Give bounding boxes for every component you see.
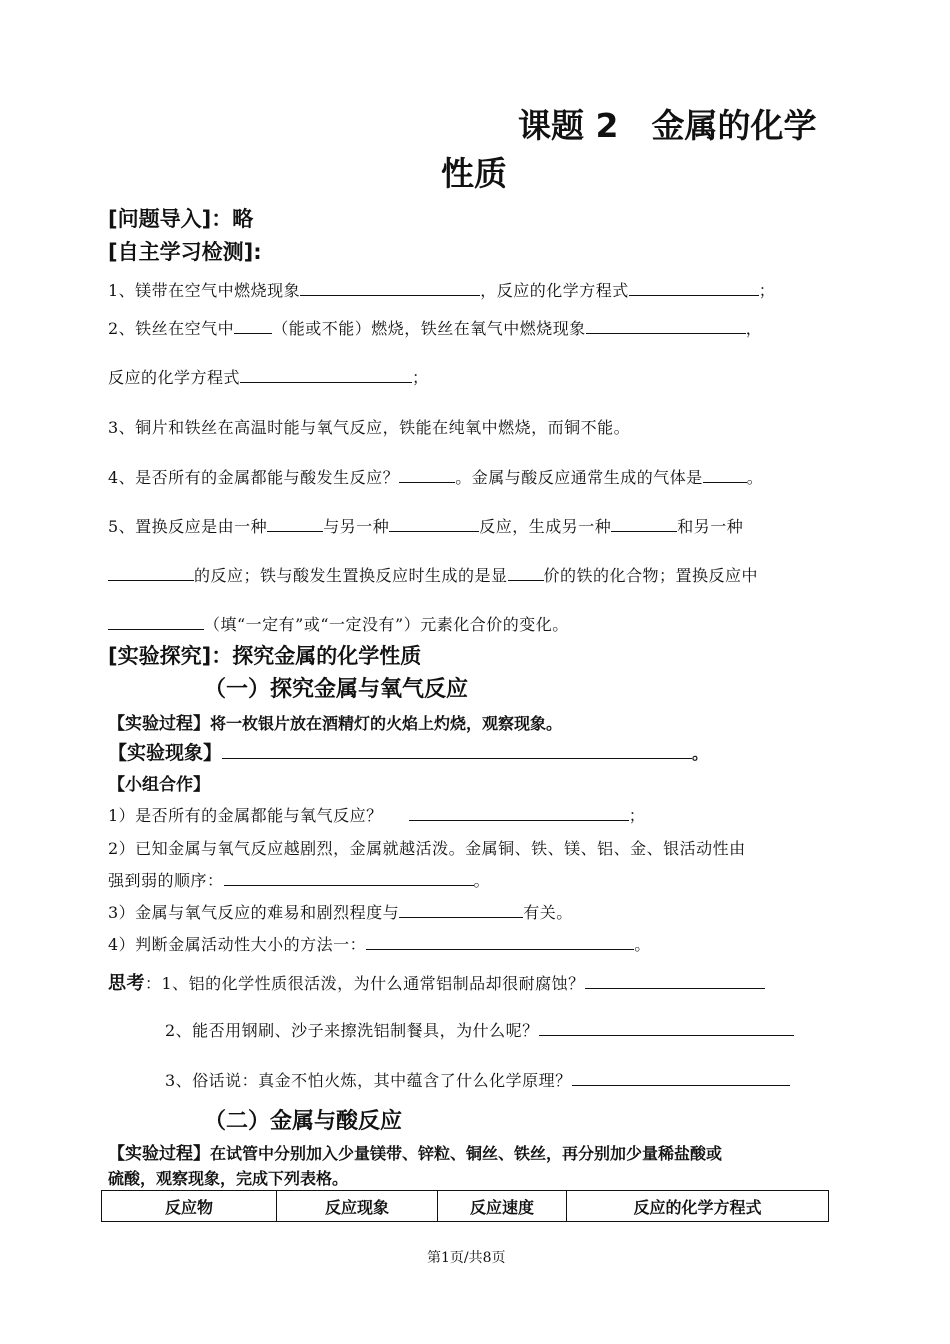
blank[interactable] (611, 515, 677, 532)
q2-text-c: ， (745, 319, 763, 338)
blank[interactable] (409, 804, 629, 821)
self-check-heading: [自主学习检测]: (108, 240, 262, 264)
procedure-2-cont: 硫酸，观察现象，完成下列表格。 (108, 1169, 349, 1188)
blank[interactable] (629, 279, 759, 296)
phenomenon-end: 。 (692, 744, 709, 763)
blank[interactable] (240, 366, 412, 383)
phenomenon-label: 【实验现象】 (108, 742, 223, 764)
q5-text-b: 与另一种 (323, 517, 390, 536)
q1-text-a: 1、镁带在空气中燃烧现象 (108, 281, 301, 300)
phenomenon-1 (108, 738, 708, 765)
page-title-line1: 课题 2 金属的化学 (518, 106, 817, 145)
section-2-heading: （二）金属与酸反应 (204, 1109, 403, 1134)
question-5 (108, 514, 743, 537)
think-label: 思考 (108, 973, 145, 994)
g1-end: ； (628, 806, 646, 825)
table-header-row (102, 1191, 829, 1222)
q5-text-g: （填“一定有”或“一定没有”）元素化合价的变化。 (204, 615, 569, 634)
blank[interactable] (586, 317, 746, 334)
q1-text-c: ； (758, 281, 776, 300)
blank[interactable] (108, 613, 204, 630)
table-header: 反应现象 (277, 1191, 438, 1222)
reaction-table (101, 1190, 829, 1222)
q5-text-f: 价的铁的化合物；置换反应中 (543, 566, 759, 585)
g3-text-b: 有关。 (523, 903, 573, 922)
think-1 (108, 969, 765, 995)
think-3 (165, 1068, 790, 1091)
q2-text-a: 2、铁丝在空气中 (108, 319, 235, 338)
blank[interactable] (572, 1069, 790, 1086)
blank[interactable] (222, 740, 692, 759)
blank[interactable] (585, 972, 765, 989)
group-q1 (108, 803, 645, 826)
think2-text: 2、能否用钢刷、沙子来擦洗铝制餐具，为什么呢？ (165, 1021, 539, 1040)
question-2 (108, 316, 762, 339)
table-header: 反应速度 (438, 1191, 567, 1222)
procedure-text: 在试管中分别加入少量镁带、锌粒、铜丝、铁丝，再分别加少量稀盐酸或 (210, 1144, 723, 1163)
question-1 (108, 278, 775, 301)
q2-text-b: （能或不能）燃烧，铁丝在氧气中燃烧现象 (272, 319, 586, 338)
procedure-text: 将一枚银片放在酒精灯的火焰上灼烧，观察现象。 (210, 714, 563, 733)
question-5-cont2 (108, 612, 569, 635)
table-header: 反应物 (102, 1191, 277, 1222)
blank[interactable] (399, 901, 523, 918)
q4-text-c: 。 (746, 468, 764, 487)
group-q3 (108, 900, 573, 923)
question-4 (108, 465, 763, 488)
q5-text-a: 5、置换反应是由一种 (108, 517, 268, 536)
group-heading: 【小组合作】 (108, 775, 210, 795)
procedure-label: 【实验过程】 (108, 714, 210, 734)
q2-text-d: 反应的化学方程式 (108, 368, 241, 387)
blank[interactable] (108, 564, 194, 581)
group-q4 (108, 932, 651, 955)
question-3: 3、铜片和铁丝在高温时能与氧气反应，铁能在纯氧中燃烧，而铜不能。 (108, 418, 631, 437)
g2-end: 。 (473, 871, 491, 890)
procedure-2 (108, 1139, 722, 1164)
g1-text: 1）是否所有的金属都能与氧气反应？ (108, 806, 383, 825)
blank[interactable] (508, 564, 544, 581)
blank[interactable] (224, 869, 474, 886)
procedure-1 (108, 709, 562, 734)
group-q2: 2）已知金属与氧气反应越剧烈，金属就越活泼。金属铜、铁、镁、铝、金、银活动性由 (108, 839, 746, 858)
intro-heading: [问题导入]：略 (108, 207, 254, 231)
blank[interactable] (399, 466, 455, 483)
section-1-heading: （一）探究金属与氧气反应 (204, 677, 469, 702)
page-footer: 第1页/共8页 (427, 1250, 506, 1266)
group-q2-cont (108, 868, 490, 891)
q4-text-b: 。金属与酸反应通常生成的气体是 (455, 468, 703, 487)
blank[interactable] (300, 279, 480, 296)
q5-text-e: 的反应；铁与酸发生置换反应时生成的是显 (194, 566, 508, 585)
think1-text: ：1、铝的化学性质很活泼，为什么通常铝制品却很耐腐蚀？ (145, 974, 585, 993)
question-5-cont (108, 563, 758, 586)
g3-text-a: 3）金属与氧气反应的难易和剧烈程度与 (108, 903, 400, 922)
q5-text-d: 和另一种 (677, 517, 744, 536)
blank[interactable] (234, 317, 272, 334)
procedure-label: 【实验过程】 (108, 1144, 210, 1164)
think3-text: 3、俗话说：真金不怕火炼，其中蕴含了什么化学原理？ (165, 1071, 572, 1090)
blank[interactable] (539, 1019, 794, 1036)
q2-text-e: ； (412, 368, 429, 387)
q5-text-c: 反应，生成另一种 (479, 517, 612, 536)
q1-text-b: ，反应的化学方程式 (480, 281, 629, 300)
page-title-line2: 性质 (441, 154, 507, 193)
blank[interactable] (703, 466, 747, 483)
blank[interactable] (267, 515, 323, 532)
think-2 (165, 1018, 794, 1041)
blank[interactable] (366, 933, 634, 950)
g4-end: 。 (634, 935, 651, 954)
table-header: 反应的化学方程式 (567, 1191, 829, 1222)
g2-text-b: 强到弱的顺序： (108, 871, 224, 890)
blank[interactable] (389, 515, 479, 532)
g4-text: 4）判断金属活动性大小的方法一： (108, 935, 367, 954)
explore-heading: [实验探究]：探究金属的化学性质 (108, 644, 422, 668)
q4-text-a: 4、是否所有的金属都能与酸发生反应？ (108, 468, 400, 487)
question-2-cont (108, 365, 429, 388)
